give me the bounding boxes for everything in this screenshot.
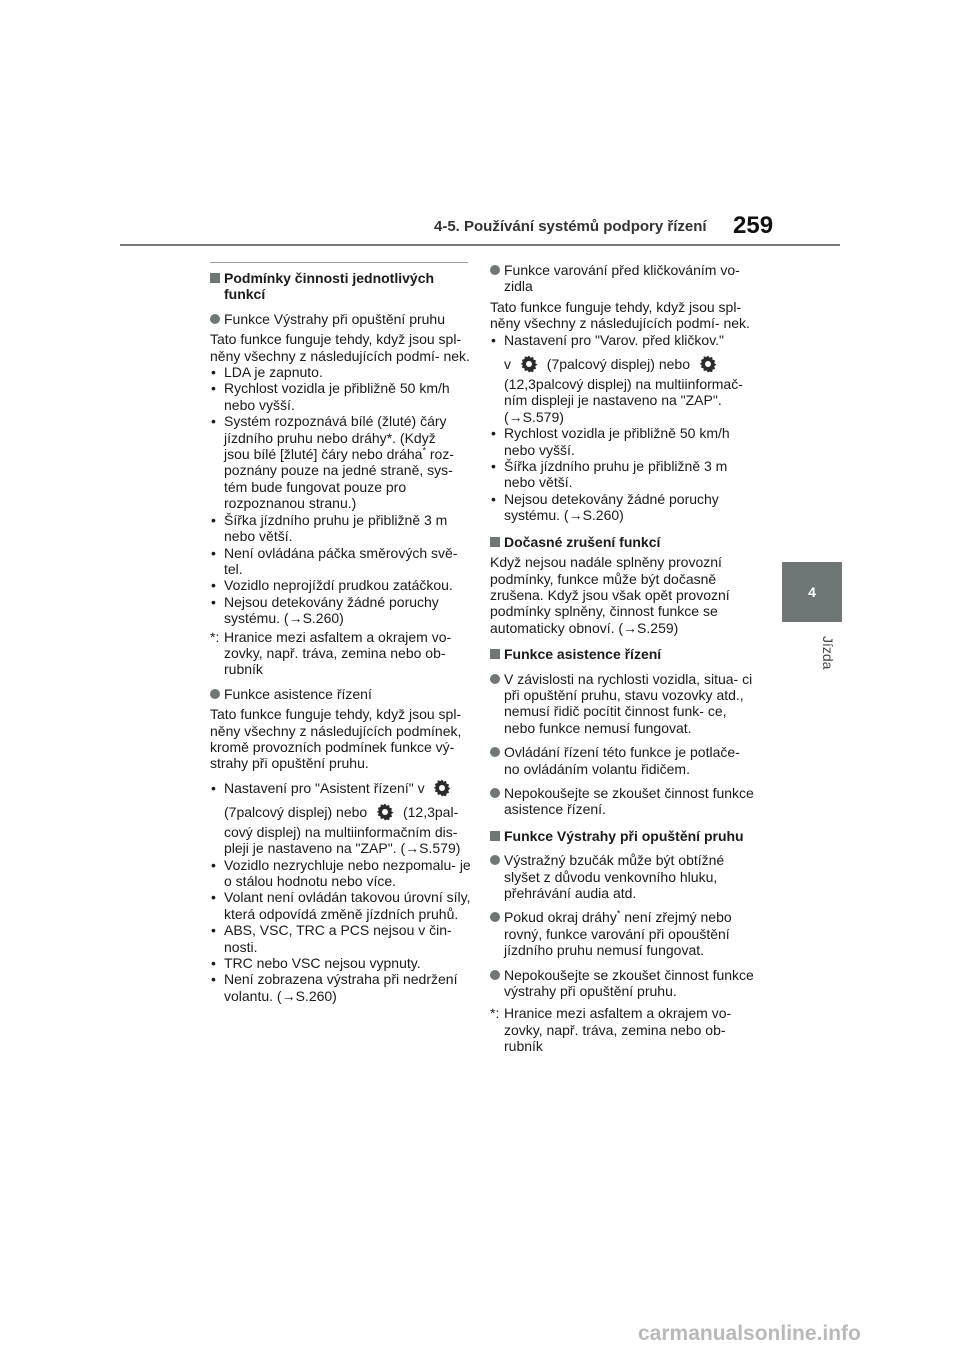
subsection-title: Funkce Výstrahy při opuštění pruhu bbox=[210, 311, 478, 327]
list-item: • Šířka jízdního pruhu je přibližně 3 m nebo větší. bbox=[490, 458, 758, 491]
list-item-text: v bbox=[504, 356, 511, 373]
watermark: carmanualsonline.info bbox=[638, 1322, 861, 1345]
note-item bbox=[490, 909, 758, 958]
list-item-text: (12,3palcový displej) na multiinformač- ním displeji je nastaveno na "ZAP". (→S.579) bbox=[504, 376, 743, 425]
list-item: • ABS, VSC, TRC a PCS nejsou v čin- nosti. bbox=[210, 922, 478, 955]
header-title: 4-5. Používání systémů podpory řízení bbox=[434, 218, 707, 235]
list-item: • Šířka jízdního pruhu je přibližně 3 m nebo větší. bbox=[210, 512, 478, 545]
list-item: • Rychlost vozidla je přibližně 50 km/h nebo vyšší. bbox=[490, 425, 758, 458]
paragraph: Tato funkce funguje tehdy, když jsou spl- něny všechny z následujících podmí- nek. bbox=[210, 331, 470, 364]
list-item: • Vozidlo nezrychluje nebo nezpomalu- je o stálou hodnotu nebo více. bbox=[210, 857, 478, 890]
gear-icon bbox=[519, 354, 539, 374]
condition-list bbox=[490, 332, 758, 524]
list-item: • Volant není ovládán takovou úrovní síly, která odpovídá změně jízdních pruhů. bbox=[210, 889, 478, 922]
list-item-text: Nastavení pro "Varov. před kličkov." bbox=[504, 331, 725, 348]
section-title: Podmínky činnosti jednotlivých funkcí bbox=[210, 270, 478, 303]
list-item-text: (7palcový displej) nebo bbox=[224, 803, 368, 820]
list-item-text: Nastavení pro "Asistent řízení" v bbox=[224, 779, 425, 796]
list-item bbox=[210, 413, 478, 511]
footnote bbox=[490, 1005, 758, 1054]
list-item-text: (7palcový displej) nebo bbox=[546, 356, 690, 373]
paragraph: Tato funkce funguje tehdy, když jsou spl- něny všechny z následujících podmínek, kromě provozních podmínek funkce vý- strahy při opuštění pruhu. bbox=[210, 706, 462, 772]
list-item-text: Systém rozpoznává bílé (žluté) čáry jízdního pruhu nebo dráhy*. (Když bbox=[224, 413, 447, 446]
paragraph: Tato funkce funguje tehdy, když jsou spl- něny všechny z následujících podmí- nek. bbox=[490, 298, 750, 332]
list-item: • LDA je zapnuto. bbox=[210, 364, 478, 380]
gear-icon bbox=[698, 354, 718, 374]
section-title: Dočasné zrušení funkcí bbox=[490, 534, 758, 550]
list-item-text: roz- poznány pouze na jedné straně, sys- tém bude fungovat pouze pro rozpoznanou stranu.) bbox=[224, 446, 454, 512]
list-item: • TRC nebo VSC nejsou vypnuty. bbox=[210, 955, 478, 971]
footnote-text: Hranice mezi asfaltem a okrajem vo- zovky, např. tráva, zemina nebo ob- rubník bbox=[504, 1005, 732, 1055]
asterisk-mark: * bbox=[422, 445, 426, 456]
note-text: Pokud okraj dráhy bbox=[504, 909, 617, 926]
chapter-tab: 4 bbox=[782, 562, 842, 622]
list-item bbox=[490, 332, 758, 426]
footnote-text: Hranice mezi asfaltem a okrajem vo- zovky, např. tráva, zemina nebo ob- rubník bbox=[224, 628, 452, 678]
left-column bbox=[210, 262, 478, 1004]
list-item: • Nejsou detekovány žádné poruchy systému. (→S.260) bbox=[210, 594, 478, 627]
subsection-title: Funkce asistence řízení bbox=[210, 686, 478, 702]
section-rule bbox=[210, 262, 468, 263]
footnote-mark: *: bbox=[490, 1005, 500, 1022]
note-item: Nepokoušejte se zkoušet činnost funkce výstrahy při opuštění pruhu. bbox=[490, 967, 758, 1000]
subsection-title: Funkce varování před kličkováním vo- zidla bbox=[490, 262, 758, 295]
page-number: 259 bbox=[733, 212, 774, 239]
note-item: V závislosti na rychlosti vozidla, situa- ci při opuštění pruhu, stavu vozovky atd., nemusí řidič pocítit činnost funk- ce, nebo funkce nemusí fungovat. bbox=[490, 671, 758, 737]
list-item-text: (12,3pal- bbox=[402, 803, 459, 820]
section-title: Funkce Výstrahy při opuštění pruhu bbox=[490, 828, 758, 844]
condition-list bbox=[210, 776, 478, 1004]
footnote bbox=[210, 629, 478, 678]
header-rule bbox=[120, 244, 840, 246]
chapter-label: Jízda bbox=[820, 636, 836, 670]
footnote-mark: *: bbox=[210, 628, 220, 645]
note-item: Výstražný bzučák může být obtížné slyšet z důvodu venkovního hluku, přehrávání audia atd. bbox=[490, 852, 758, 901]
gear-icon bbox=[432, 778, 452, 798]
list-item-text: jsou bílé [žluté] čáry nebo dráha bbox=[224, 446, 423, 463]
list-item bbox=[210, 776, 478, 857]
asterisk-mark: * bbox=[616, 908, 621, 919]
list-item: • Nejsou detekovány žádné poruchy systému. (→S.260) bbox=[490, 491, 758, 524]
note-item: Nepokoušejte se zkoušet činnost funkce asistence řízení. bbox=[490, 785, 758, 818]
list-item: • Rychlost vozidla je přibližně 50 km/h nebo vyšší. bbox=[210, 380, 478, 413]
paragraph: Když nejsou nadále splněny provozní podmínky, funkce může být dočasně zrušena. Když jsou však opět provozní podmínky splněny, činnost funkce se automaticky obnoví. (→S.259) bbox=[490, 554, 730, 636]
list-item: • Není ovládána páčka směrových svě- tel. bbox=[210, 545, 478, 578]
right-column bbox=[490, 262, 758, 1055]
list-item-text: cový displej) na multiinformačním dis- pleji je nastaveno na "ZAP". (→S.579) bbox=[224, 823, 461, 857]
note-text: není zřejmý nebo rovný, funkce varování při opouštění jízdního pruhu nemusí fungovat. bbox=[504, 909, 732, 959]
condition-list bbox=[210, 364, 478, 627]
note-item: Ovládání řízení této funkce je potlače- no ovládáním volantu řidičem. bbox=[490, 744, 758, 777]
list-item: • Vozidlo neprojíždí prudkou zatáčkou. bbox=[210, 577, 478, 593]
list-item: • Není zobrazena výstraha při nedržení volantu. (→S.260) bbox=[210, 971, 478, 1004]
gear-icon bbox=[375, 802, 395, 822]
section-title: Funkce asistence řízení bbox=[490, 646, 758, 662]
